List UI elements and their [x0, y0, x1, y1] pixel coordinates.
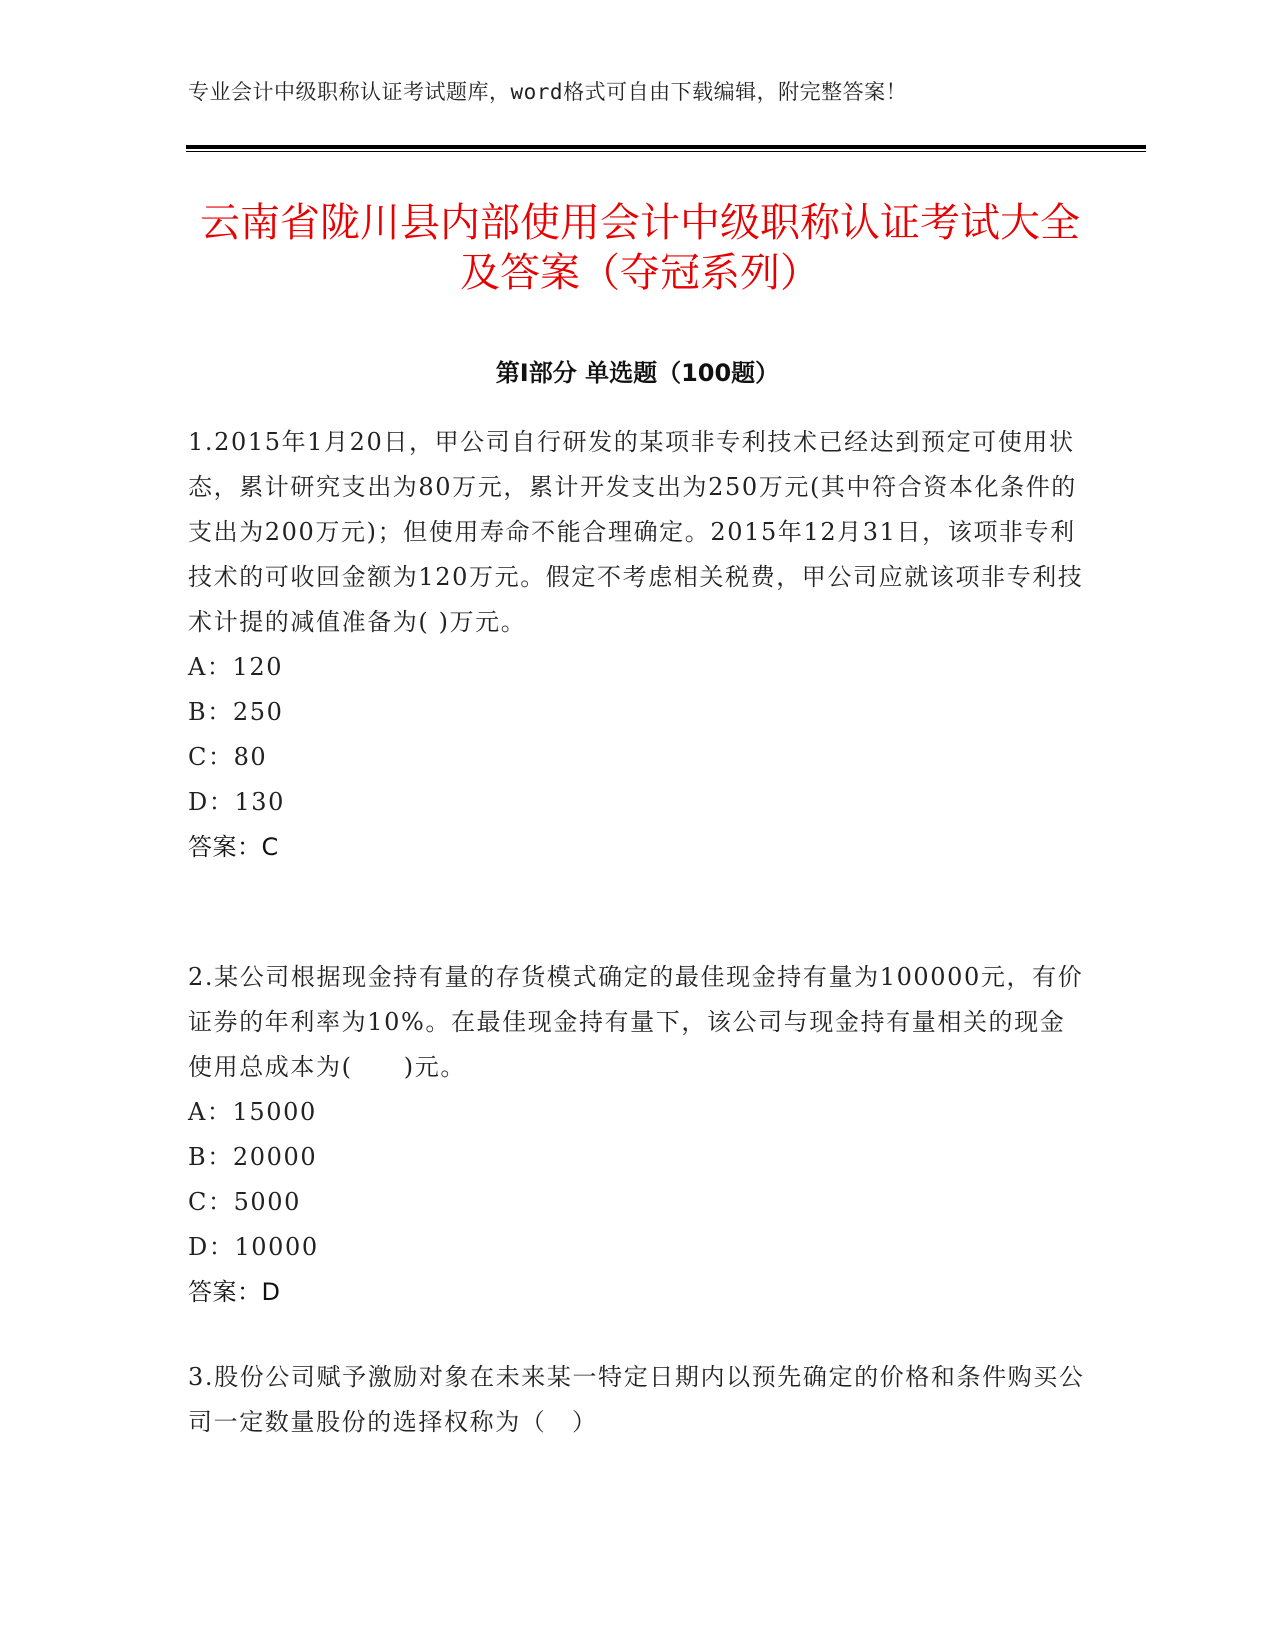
header-note: 专业会计中级职称认证考试题库，word格式可自由下载编辑，附完整答案！ — [188, 80, 908, 104]
section-heading: 第Ⅰ部分 单选题（100题） — [495, 359, 780, 387]
option-c: C：5000 — [188, 1188, 302, 1216]
question-2 — [188, 955, 1088, 1315]
question-text: 1.2015年1月20日，甲公司自行研发的某项非专利技术已经达到预定可使用状态，累计研究支出为80万元，累计开发支出为250万元(其中符合资本化条件的支出为200万元)；但使用寿命不能合理确定。2015年12月31日，该项非专利技术的可收回金额为120万元。假定不考虑相关税费，甲公司应就该项非专利技术计提的减值准备为( )万元。 — [188, 428, 1084, 636]
answer: 答案：D — [188, 1278, 281, 1306]
option-d: D：130 — [188, 788, 286, 816]
option-c: C：80 — [188, 743, 268, 771]
document-title: 云南省陇川县内部使用会计中级职称认证考试大全及答案（夺冠系列） — [200, 200, 1080, 296]
question-text: 2.某公司根据现金持有量的存货模式确定的最佳现金持有量为100000元，有价证券的年利率为10%。在最佳现金持有量下，该公司与现金持有量相关的现金使用总成本为( )元。 — [188, 963, 1084, 1081]
option-b: B：250 — [188, 698, 284, 726]
option-d: D：10000 — [188, 1233, 319, 1261]
question-1 — [188, 420, 1088, 870]
header-divider-thin — [186, 151, 1146, 152]
question-text: 3.股份公司赋予激励对象在未来某一特定日期内以预先确定的价格和条件购买公司一定数量股份的选择权称为（ ） — [188, 1363, 1085, 1436]
question-3 — [188, 1355, 1088, 1445]
header-divider — [186, 145, 1146, 149]
answer: 答案：C — [188, 833, 279, 861]
option-b: B：20000 — [188, 1143, 318, 1171]
option-a: A：15000 — [188, 1098, 317, 1126]
option-a: A：120 — [188, 653, 284, 681]
